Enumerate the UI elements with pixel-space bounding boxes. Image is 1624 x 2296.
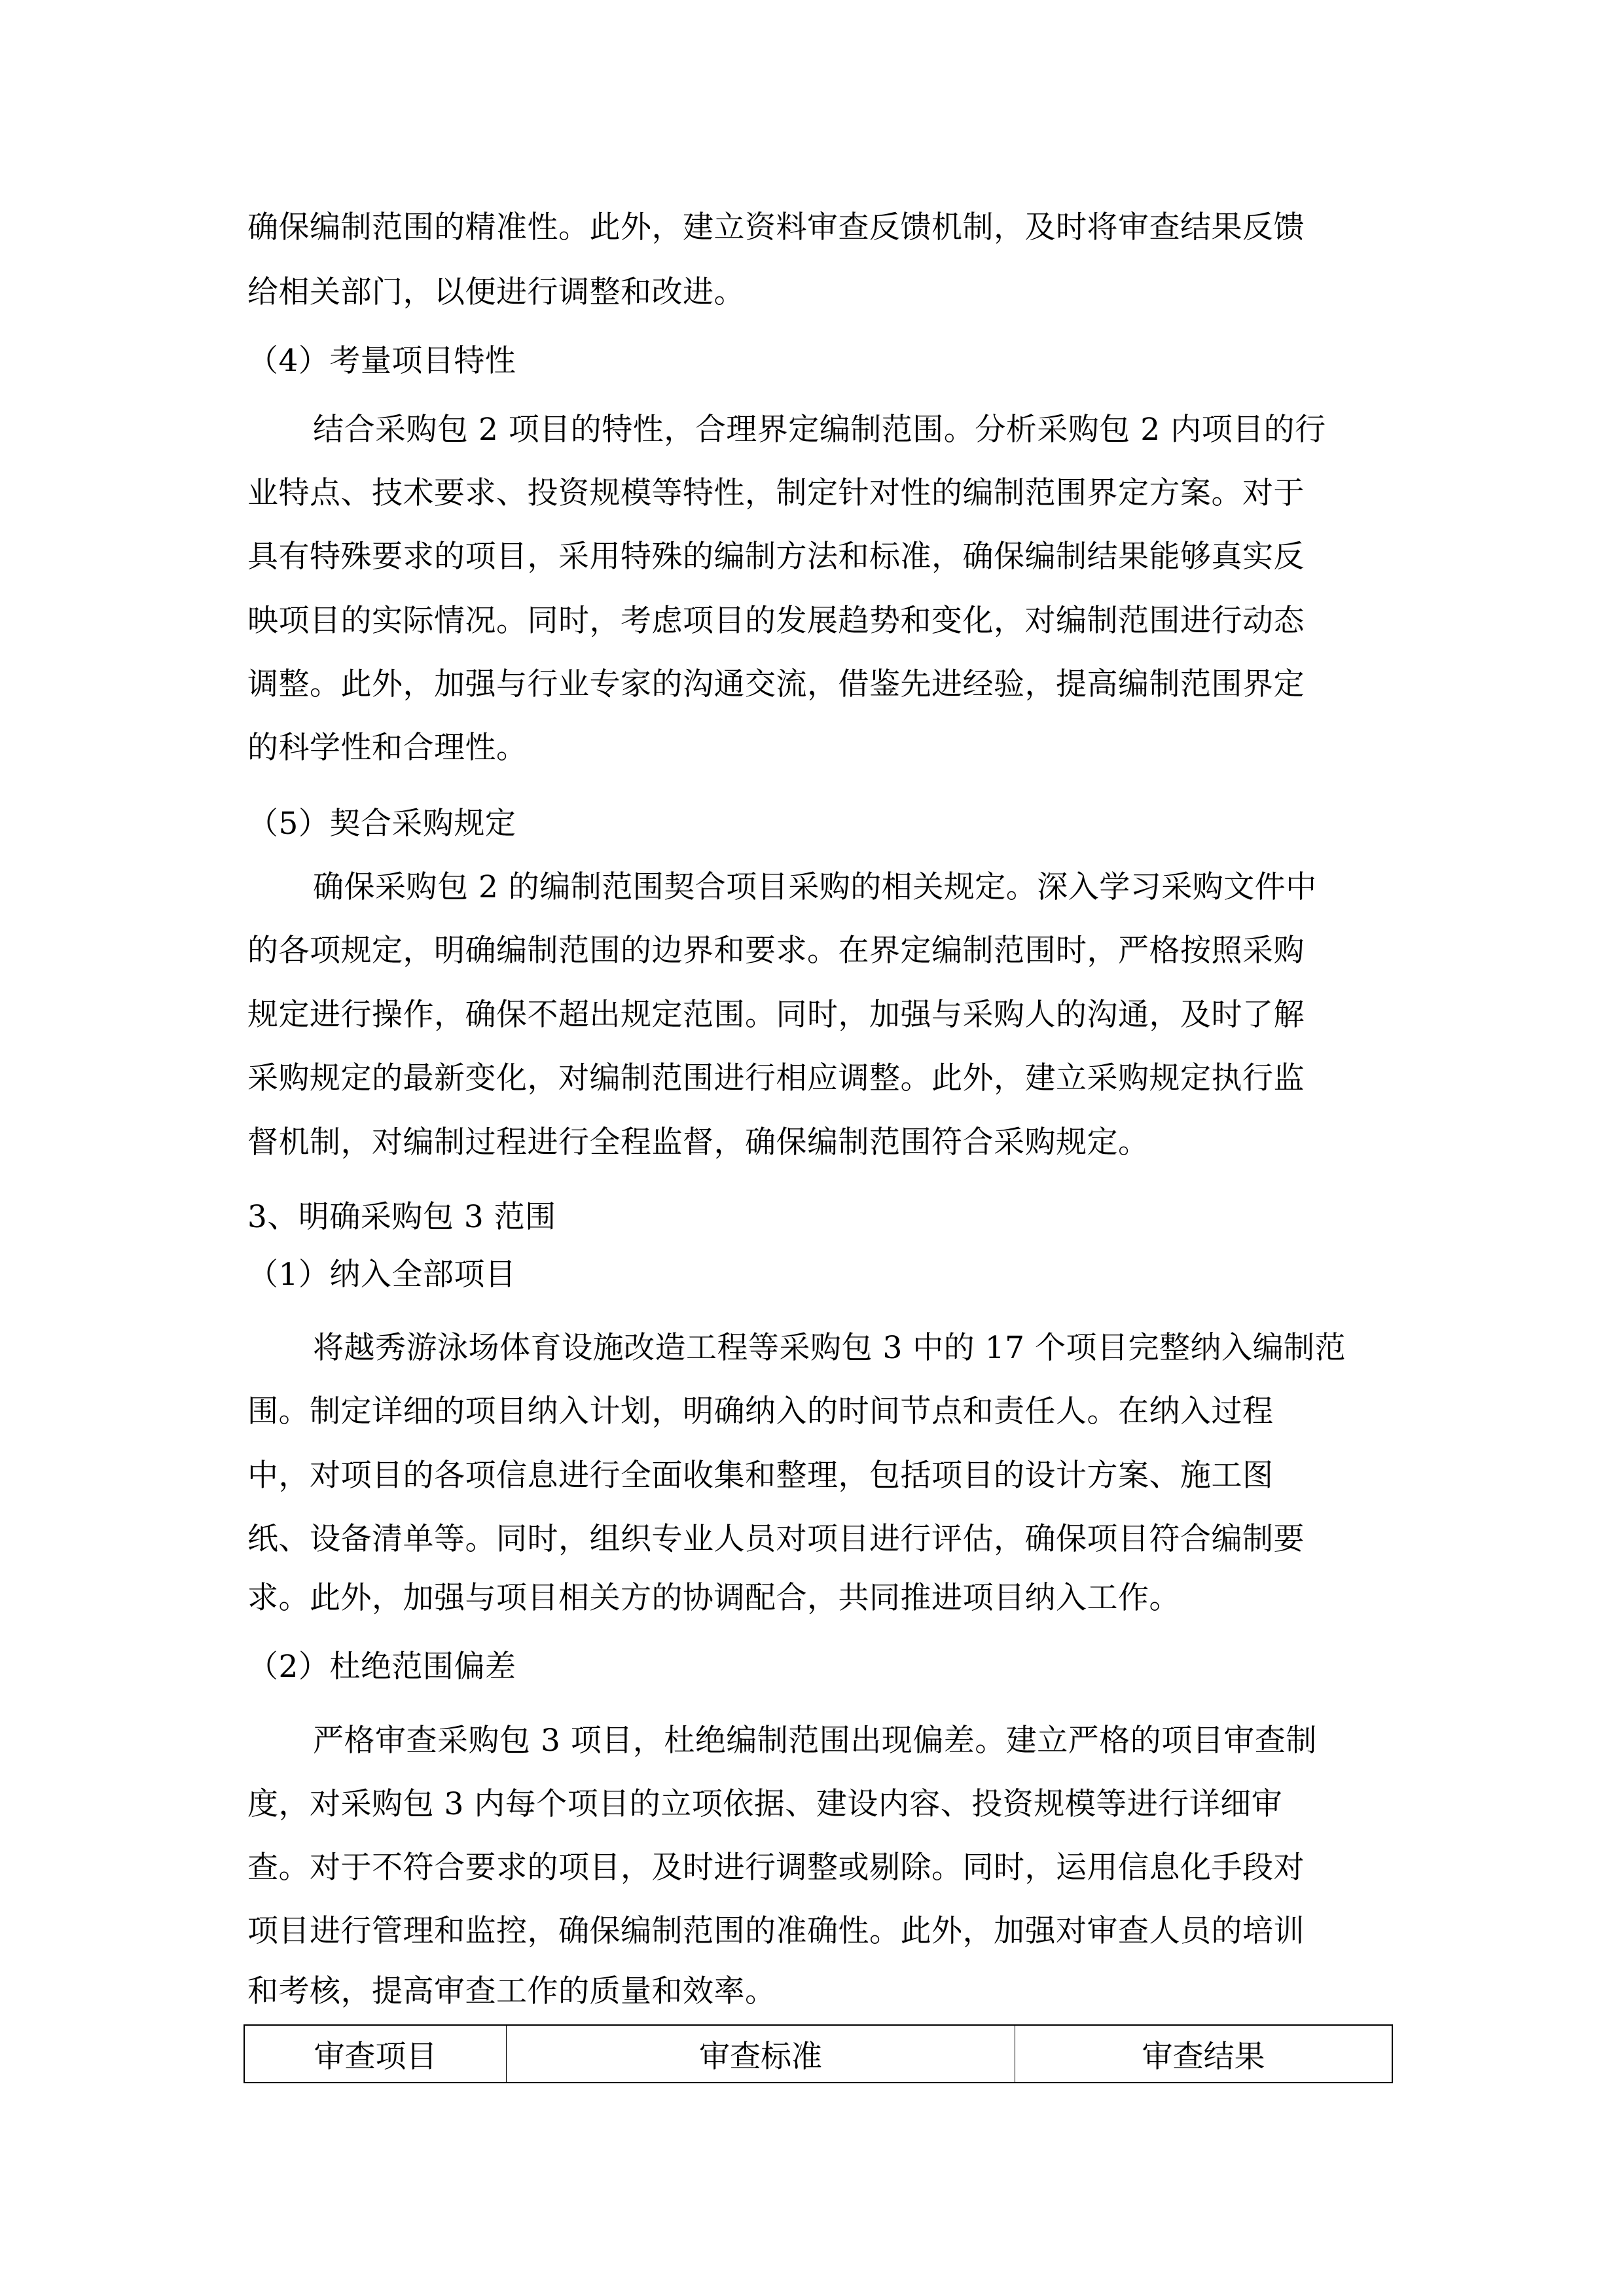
- paragraph-line: 具有特殊要求的项目，采用特殊的编制方法和标准，确保编制结果能够真实反: [247, 539, 1305, 575]
- table-header-review-result: 审查结果: [1015, 2026, 1392, 2082]
- subsection-heading: （2）杜绝范围偏差: [247, 1649, 516, 1685]
- paragraph-line: 督机制，对编制过程进行全程监督，确保编制范围符合采购规定。: [247, 1124, 1149, 1160]
- paragraph-line: 映项目的实际情况。同时，考虑项目的发展趋势和变化，对编制范围进行动态: [247, 603, 1305, 639]
- paragraph-line: 采购规定的最新变化，对编制范围进行相应调整。此外，建立采购规定执行监: [247, 1060, 1305, 1096]
- paragraph-line: 围。制定详细的项目纳入计划，明确纳入的时间节点和责任人。在纳入过程: [247, 1393, 1274, 1429]
- paragraph-line: 的科学性和合理性。: [247, 730, 528, 766]
- subsection-heading: （4）考量项目特性: [247, 343, 516, 379]
- paragraph-line: 和考核，提高审查工作的质量和效率。: [247, 1973, 776, 2009]
- table-header-review-item: 审查项目: [314, 2038, 437, 2075]
- paragraph-line: 调整。此外，加强与行业专家的沟通交流，借鉴先进经验，提高编制范围界定: [247, 666, 1305, 702]
- paragraph-line: 给相关部门，以便进行调整和改进。: [247, 274, 745, 310]
- table-header-review-standard: 审查标准: [506, 2026, 1015, 2082]
- paragraph-line: 纸、设备清单等。同时，组织专业人员对项目进行评估，确保项目符合编制要: [247, 1521, 1305, 1557]
- paragraph-line: 确保编制范围的精准性。此外，建立资料审查反馈机制，及时将审查结果反馈: [247, 209, 1305, 245]
- paragraph-line: 业特点、技术要求、投资规模等特性，制定针对性的编制范围界定方案。对于: [247, 475, 1305, 511]
- paragraph-line: 将越秀游泳场体育设施改造工程等采购包 3 中的 17 个项目完整纳入编制范: [313, 1330, 1346, 1366]
- review-table: [244, 2024, 1393, 2083]
- paragraph-line: 严格审查采购包 3 项目，杜绝编制范围出现偏差。建立严格的项目审查制: [313, 1723, 1317, 1759]
- subsection-heading: （1）纳入全部项目: [247, 1257, 516, 1293]
- paragraph-line: 结合采购包 2 项目的特性，合理界定编制范围。分析采购包 2 内项目的行: [313, 412, 1326, 448]
- section-heading: 3、明确采购包 3 范围: [247, 1199, 556, 1235]
- paragraph-line: 项目进行管理和监控，确保编制范围的准确性。此外，加强对审查人员的培训: [247, 1913, 1305, 1949]
- paragraph-line: 规定进行操作，确保不超出规定范围。同时，加强与采购人的沟通，及时了解: [247, 997, 1305, 1033]
- paragraph-line: 的各项规定，明确编制范围的边界和要求。在界定编制范围时，严格按照采购: [247, 933, 1305, 969]
- paragraph-line: 度，对采购包 3 内每个项目的立项依据、建设内容、投资规模等进行详细审: [247, 1786, 1283, 1822]
- paragraph-line: 确保采购包 2 的编制范围契合项目采购的相关规定。深入学习采购文件中: [313, 869, 1317, 905]
- paragraph-line: 查。对于不符合要求的项目，及时进行调整或剔除。同时，运用信息化手段对: [247, 1850, 1305, 1886]
- paragraph-line: 求。此外，加强与项目相关方的协调配合，共同推进项目纳入工作。: [247, 1580, 1180, 1616]
- subsection-heading: （5）契合采购规定: [247, 806, 516, 842]
- paragraph-line: 中，对项目的各项信息进行全面收集和整理，包括项目的设计方案、施工图: [247, 1458, 1274, 1494]
